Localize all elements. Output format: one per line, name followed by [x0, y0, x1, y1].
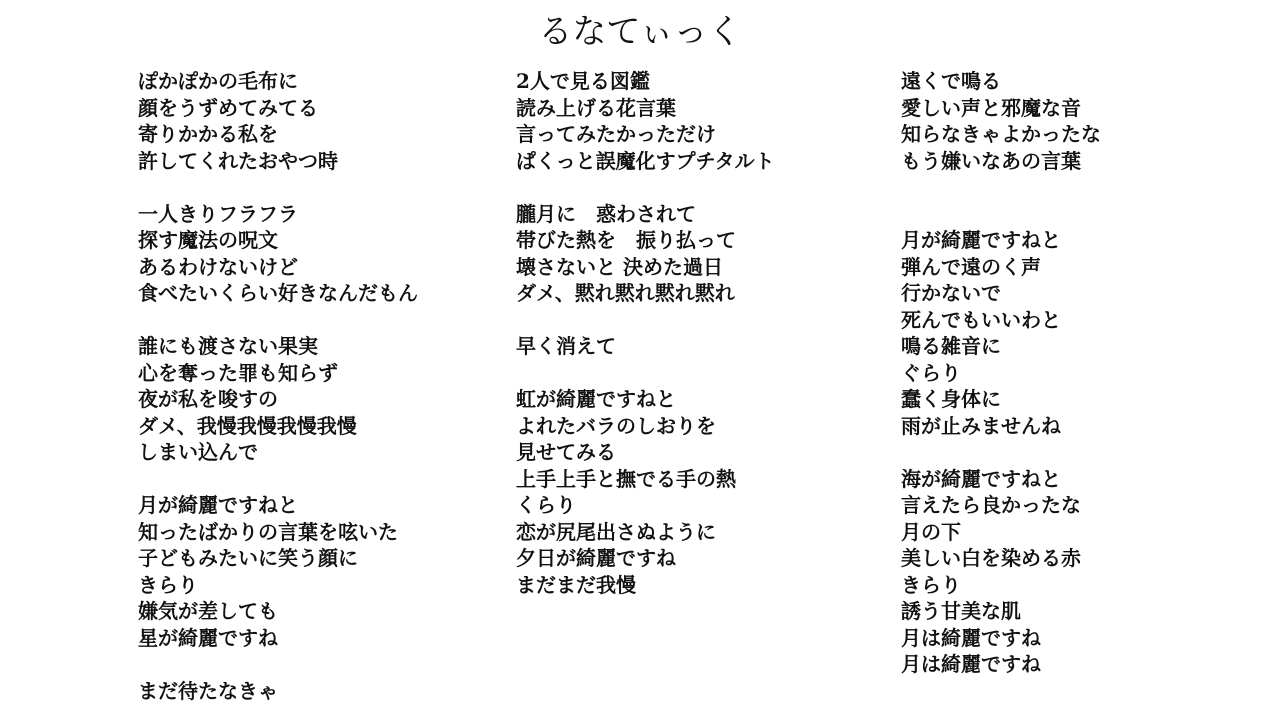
lyric-line: 弾んで遠のく声 — [901, 254, 1041, 279]
lyric-line: よれたバラのしおりを — [516, 413, 716, 438]
lyric-line: 行かないで — [901, 281, 1001, 305]
lyric-line: まだまだ我慢 — [516, 572, 636, 597]
stanza — [138, 678, 418, 705]
lyric-line: 海が綺麗ですねと — [901, 466, 1061, 491]
lyric-line: 言えたら良かったな — [901, 493, 1081, 517]
lyric-line: まだ待たなきゃ — [138, 678, 278, 703]
lyrics-column-2 — [516, 68, 775, 598]
lyrics-column-1 — [138, 68, 418, 704]
lyric-line: 許してくれたおやつ時 — [138, 148, 338, 173]
lyric-line: 月が綺麗ですねと — [901, 228, 1061, 252]
lyric-line: 2人で見る図鑑 — [516, 69, 650, 93]
lyric-line: 読み上げる花言葉 — [516, 95, 676, 120]
stanza — [901, 68, 1101, 174]
stanza — [138, 201, 418, 307]
lyric-line: きらり — [138, 572, 198, 597]
stanza — [138, 333, 418, 466]
lyric-line: 恋が尻尾出さぬように — [516, 519, 716, 544]
lyric-line: 夕日が綺麗ですね — [516, 546, 676, 570]
stanza — [516, 201, 775, 307]
lyric-line: ダメ、黙れ黙れ黙れ黙れ — [516, 281, 735, 305]
stanza — [138, 492, 418, 651]
lyric-line: 蠢く身体に — [901, 387, 1001, 411]
lyric-line: 言ってみたかっただけ — [516, 122, 716, 146]
lyric-line: 食べたいくらい好きなんだもん — [138, 281, 418, 305]
stanza — [516, 386, 775, 598]
lyric-line: 雨が止みませんね — [901, 413, 1061, 438]
lyric-line: 月が綺麗ですねと — [138, 493, 298, 517]
lyric-line: 遠くで鳴る — [901, 69, 1001, 93]
lyric-line: 心を奪った罪も知らず — [138, 360, 338, 385]
lyric-line: きらり — [901, 572, 961, 597]
stanza — [516, 333, 775, 360]
stanza — [516, 68, 775, 174]
lyric-line: 嫌気が差しても — [138, 599, 278, 623]
lyric-line: 子どもみたいに笑う顔に — [138, 546, 358, 570]
lyric-line: 寄りかかる私を — [138, 122, 278, 146]
lyric-line: 星が綺麗ですね — [138, 625, 278, 650]
lyric-line: 美しい白を染める赤 — [901, 546, 1081, 570]
lyric-line: 知ったばかりの言葉を呟いた — [138, 519, 398, 544]
lyric-line: 愛しい声と邪魔な音 — [901, 95, 1081, 120]
lyric-line: 上手上手と撫でる手の熱 — [516, 466, 736, 491]
lyric-line: 壊さないと 決めた過日 — [516, 254, 723, 279]
lyric-line: 知らなきゃよかったな — [901, 122, 1101, 146]
lyric-line: くらり — [516, 493, 576, 517]
lyric-line: もう嫌いなあの言葉 — [901, 148, 1081, 173]
lyric-line: 誰にも渡さない果実 — [138, 334, 318, 358]
lyric-line: 見せてみる — [516, 440, 616, 464]
lyric-line: 誘う甘美な肌 — [901, 599, 1021, 623]
lyric-line: 月の下 — [901, 519, 961, 544]
lyric-line: 帯びた熱を 振り払って — [516, 228, 736, 252]
page-title: るなてぃっく — [538, 12, 742, 52]
lyrics-column-3 — [901, 68, 1101, 678]
lyric-line: しまい込んで — [138, 440, 258, 464]
stanza — [901, 227, 1101, 439]
lyric-line: 虹が綺麗ですねと — [516, 387, 676, 411]
lyric-line: 月は綺麗ですね — [901, 652, 1041, 676]
lyric-line: ぱくっと誤魔化すプチタルト — [516, 148, 775, 173]
lyric-line: 探す魔法の呪文 — [138, 228, 278, 252]
lyric-line: 死んでもいいわと — [901, 307, 1061, 332]
lyric-line: ぐらり — [901, 360, 961, 385]
stanza — [901, 466, 1101, 678]
lyric-line: ぽかぽかの毛布に — [138, 69, 298, 93]
stanza — [138, 68, 418, 174]
lyric-line: 夜が私を唆すの — [138, 387, 278, 411]
lyric-line: 月は綺麗ですね — [901, 625, 1041, 650]
lyric-line: 早く消えて — [516, 334, 616, 358]
lyric-line: 一人きりフラフラ — [138, 201, 298, 226]
lyric-line: あるわけないけど — [138, 254, 298, 279]
lyric-line: 顔をうずめてみてる — [138, 95, 318, 120]
lyric-line: 朧月に 惑わされて — [516, 201, 696, 226]
lyric-line: 鳴る雑音に — [901, 334, 1001, 358]
lyric-line: ダメ、我慢我慢我慢我慢 — [138, 413, 357, 438]
